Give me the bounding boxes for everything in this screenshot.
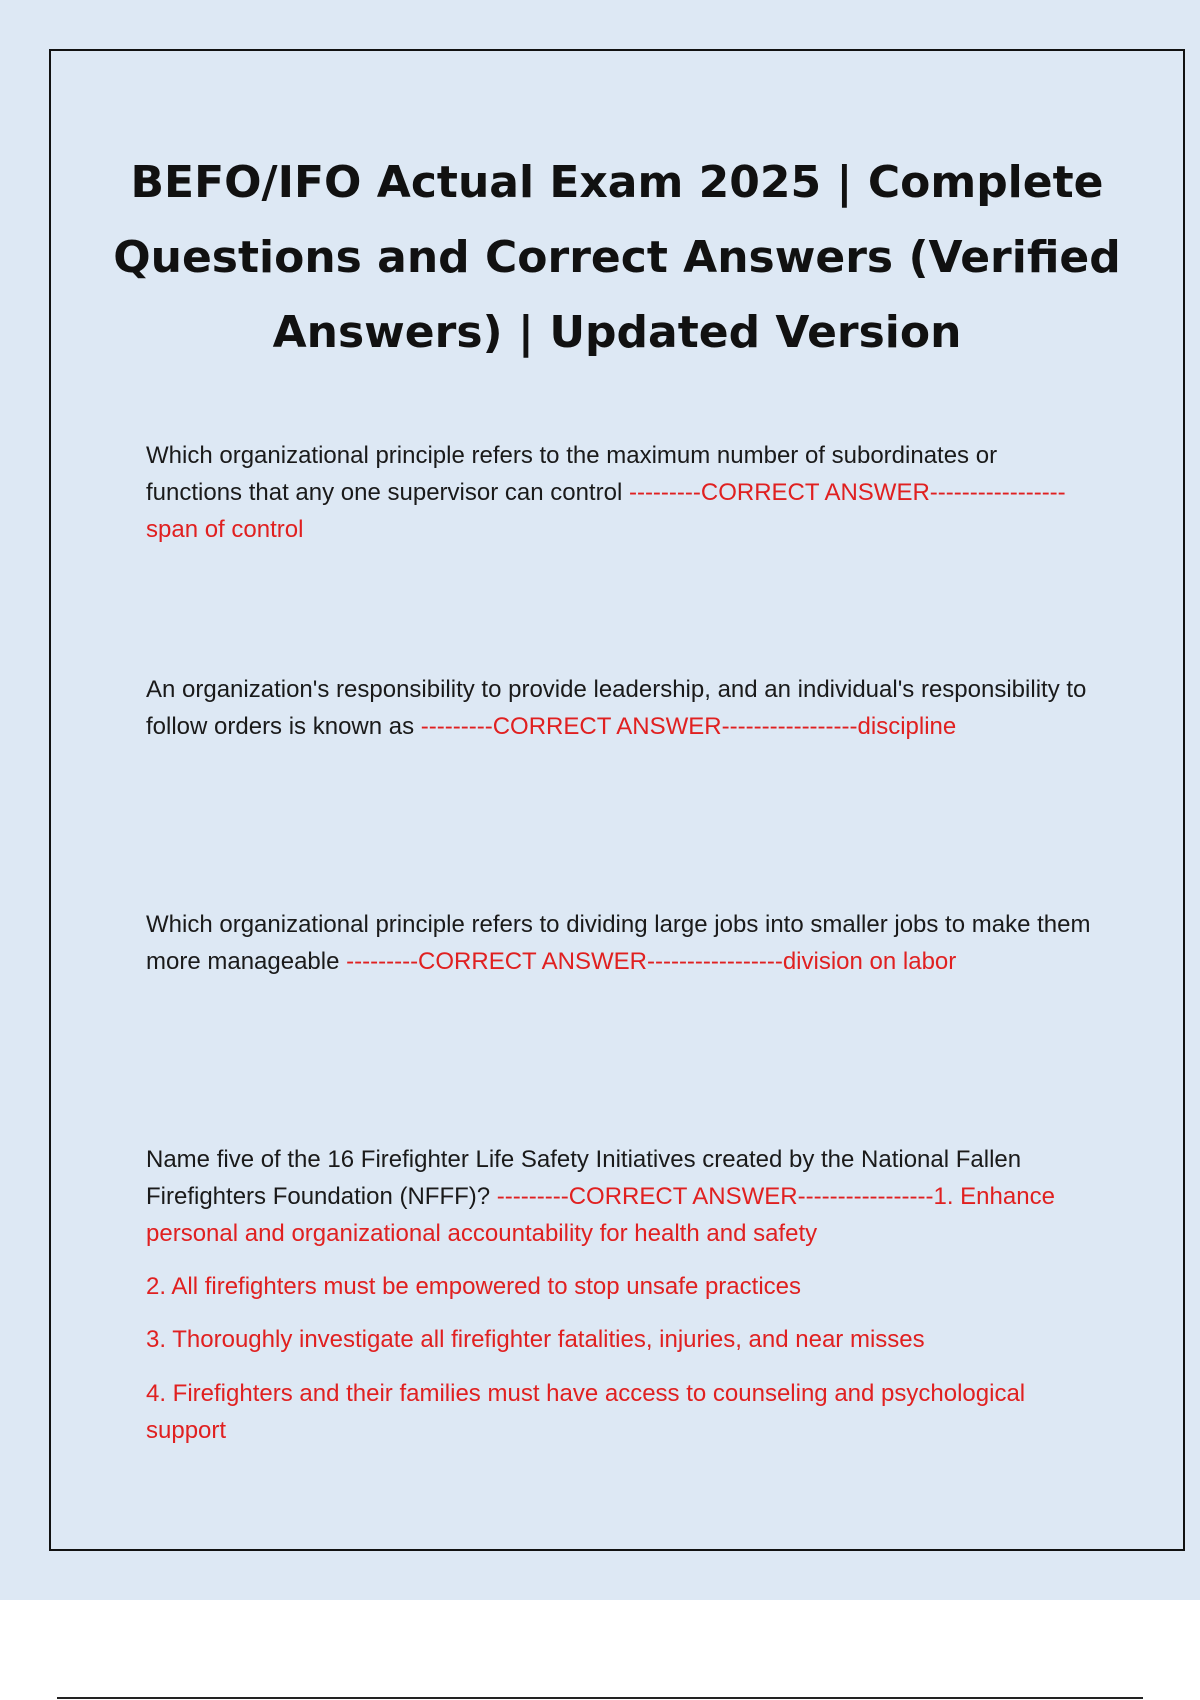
answer-text: ---------CORRECT ANSWER-----------------span of control: [146, 479, 1066, 543]
question-text: Name five of the 16 Firefighter Life Safety Initiatives created by the National Fallen Firefighters Foundation (NFFF)?: [146, 1146, 1022, 1210]
answer-text: ---------CORRECT ANSWER-----------------1. Enhance personal and organizational accountability for health and safety: [146, 1183, 1055, 1247]
qa-item: [146, 1141, 1092, 1252]
qa-item: [146, 671, 1092, 745]
answer-list-item: 2. All firefighters must be empowered to stop unsafe practices: [146, 1273, 801, 1300]
footer-divider: [57, 1697, 1143, 1699]
question-text: Which organizational principle refers to dividing large jobs into smaller jobs to make them more manageable: [146, 911, 1091, 975]
answer-text: ---------CORRECT ANSWER-----------------discipline: [420, 713, 957, 740]
answer-list-item: 3. Thoroughly investigate all firefighter fatalities, injuries, and near misses: [146, 1326, 925, 1353]
document-title: BEFO/IFO Actual Exam 2025 | Complete Questions and Correct Answers (Verified Answers) | Updated Version: [113, 157, 1121, 358]
answer-list-item: 4. Firefighters and their families must have access to counseling and psychological support: [146, 1380, 1026, 1444]
qa-item: [146, 906, 1092, 980]
qa-item: [146, 437, 1092, 548]
question-text: Which organizational principle refers to the maximum number of subordinates or functions that any one supervisor can control: [146, 442, 998, 506]
answer-text: ---------CORRECT ANSWER-----------------division on labor: [346, 948, 957, 975]
question-text: An organization's responsibility to provide leadership, and an individual's responsibility to follow orders is known as: [146, 676, 1087, 740]
